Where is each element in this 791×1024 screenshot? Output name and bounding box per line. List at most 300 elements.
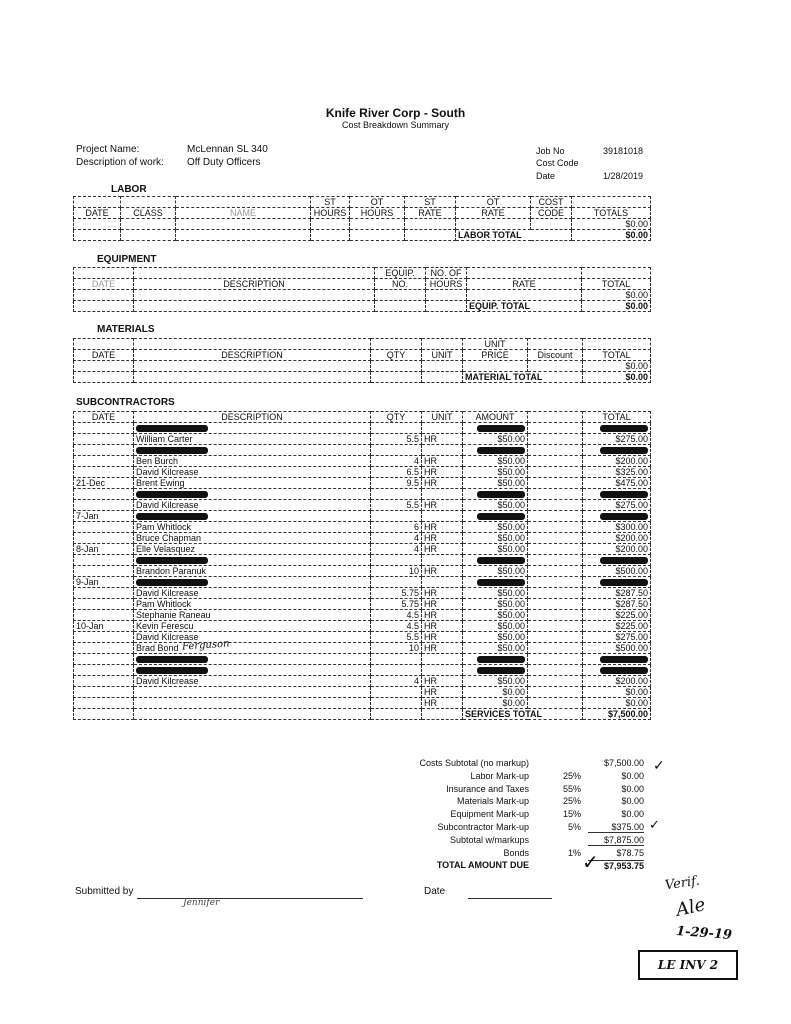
job-no-label: Job No <box>536 146 565 156</box>
sub-row-qty <box>371 511 422 522</box>
sub-row-qty: 4 <box>371 533 422 544</box>
sub-row-blank <box>528 687 583 698</box>
equip-header-total: TOTAL <box>582 279 651 290</box>
table-row <box>74 687 651 698</box>
sub-row-description: David Kilcrease <box>134 500 371 511</box>
doc-subtitle: Cost Breakdown Summary <box>341 120 450 130</box>
redaction-mark <box>600 491 648 498</box>
sub-row-blank <box>528 599 583 610</box>
sub-row-qty: 6.5 <box>371 467 422 478</box>
summary-value: $375.00 <box>588 822 644 833</box>
sub-header-date: DATE <box>74 412 134 423</box>
summary-percent: 1% <box>567 847 581 858</box>
sub-row-total <box>583 445 651 456</box>
sub-row-unit <box>422 577 463 588</box>
equip-total-label: EQUIP. TOTAL <box>467 301 582 312</box>
labor-header-cost-code: CODE <box>531 208 572 219</box>
table-row <box>74 544 651 555</box>
sub-row-total: $500.00 <box>583 643 651 654</box>
equip-header-rate: RATE <box>467 279 582 290</box>
redaction-mark <box>477 513 525 520</box>
sub-row-description: David Kilcrease <box>134 467 371 478</box>
summary-value: $0.00 <box>621 796 644 807</box>
labor-header-st-hours: HOURS <box>311 208 350 219</box>
sub-row-blank <box>528 621 583 632</box>
summary-percent: 25% <box>562 770 581 781</box>
redaction-mark <box>600 447 648 454</box>
redaction-mark <box>136 513 208 520</box>
sub-row-unit: HR <box>422 467 463 478</box>
labor-header-ot-rate: RATE <box>456 208 531 219</box>
redaction-mark <box>600 579 648 586</box>
sub-row-qty: 4 <box>371 456 422 467</box>
sub-row-amount: $50.00 <box>463 621 528 632</box>
sub-row-amount <box>463 555 528 566</box>
sub-row-unit: HR <box>422 434 463 445</box>
sub-row-amount <box>463 445 528 456</box>
summary-label: Materials Mark-up <box>456 796 529 807</box>
sub-row-amount: $50.00 <box>463 467 528 478</box>
summary-label: Costs Subtotal (no markup) <box>419 758 529 768</box>
sub-row-amount: $50.00 <box>463 522 528 533</box>
sub-row-description <box>134 665 371 676</box>
redaction-mark <box>136 667 208 674</box>
sub-row-unit <box>422 423 463 434</box>
summary-label: Equipment Mark-up <box>450 809 529 820</box>
sub-row-blank <box>528 698 583 709</box>
sub-row-total: $0.00 <box>583 687 651 698</box>
cost-code-label: Cost Code <box>536 158 579 168</box>
labor-total-value: $0.00 <box>572 230 651 241</box>
sub-row-blank <box>528 445 583 456</box>
sub-row-unit <box>422 665 463 676</box>
redaction-mark <box>477 557 525 564</box>
sub-row-blank <box>528 632 583 643</box>
sub-row-description <box>134 423 371 434</box>
sub-row-total: $475.00 <box>583 478 651 489</box>
sub-row-blank <box>528 489 583 500</box>
sub-row-unit: HR <box>422 478 463 489</box>
sub-row-date <box>74 588 134 599</box>
sub-row-total <box>583 423 651 434</box>
sub-row-unit: HR <box>422 643 463 654</box>
sub-row-unit: HR <box>422 698 463 709</box>
redaction-mark <box>136 557 208 564</box>
labor-header-date: DATE <box>74 208 121 219</box>
table-row <box>74 445 651 456</box>
sub-row-qty: 5.75 <box>371 588 422 599</box>
sub-row-amount: $50.00 <box>463 676 528 687</box>
sub-row-unit: HR <box>422 676 463 687</box>
handwritten-date: 1-29-19 <box>675 924 733 943</box>
submitted-by-line <box>137 898 363 899</box>
redaction-mark <box>600 557 648 564</box>
sub-row-unit: HR <box>422 610 463 621</box>
table-row <box>74 610 651 621</box>
sub-row-blank <box>528 478 583 489</box>
labor-table: ST OT ST OT COST DATE CLASS NAME HOURS HOURS RATE RATE CODE TOTALS $0.00 LABOR TOTAL $0.00 <box>73 196 651 241</box>
sub-row-unit <box>422 654 463 665</box>
sub-row-description <box>134 489 371 500</box>
initials-note: Ale <box>674 894 708 921</box>
redaction-mark <box>600 656 648 663</box>
sub-row-qty: 4.5 <box>371 621 422 632</box>
sub-row-total: $300.00 <box>583 522 651 533</box>
summary-label: Subtotal w/markups <box>449 834 529 845</box>
check-icon: ✓ <box>649 817 660 832</box>
sub-row-description <box>134 445 371 456</box>
subcontractors-title: SUBCONTRACTORS <box>76 397 175 408</box>
sub-row-blank <box>528 500 583 511</box>
table-row <box>74 423 651 434</box>
sub-row-date <box>74 599 134 610</box>
sub-row-blank <box>528 522 583 533</box>
table-row <box>74 533 651 544</box>
sub-row-date <box>74 566 134 577</box>
sub-row-total: $275.00 <box>583 434 651 445</box>
sub-header-description: DESCRIPTION <box>134 412 371 423</box>
sub-row-date <box>74 423 134 434</box>
sub-row-qty: 10 <box>371 566 422 577</box>
sub-row-qty: 5.5 <box>371 500 422 511</box>
sub-row-amount: $50.00 <box>463 500 528 511</box>
sub-row-unit: HR <box>422 456 463 467</box>
sub-row-date <box>74 533 134 544</box>
redaction-mark <box>136 447 208 454</box>
sub-row-unit: HR <box>422 588 463 599</box>
sub-row-qty: 9.5 <box>371 478 422 489</box>
sub-row-date <box>74 698 134 709</box>
sub-row-qty: 5.5 <box>371 434 422 445</box>
sub-row-total <box>583 555 651 566</box>
sub-row-amount <box>463 577 528 588</box>
sub-row-date <box>74 643 134 654</box>
sub-row-total <box>583 665 651 676</box>
redaction-mark <box>136 425 208 432</box>
redaction-mark <box>477 667 525 674</box>
sub-row-description <box>134 577 371 588</box>
table-row <box>74 599 651 610</box>
sub-row-qty <box>371 423 422 434</box>
summary-value: $7,875.00 <box>588 835 644 846</box>
sub-row-blank <box>528 533 583 544</box>
redaction-mark <box>136 579 208 586</box>
equip-header-description: DESCRIPTION <box>134 279 375 290</box>
table-row <box>74 698 651 709</box>
sub-row-unit <box>422 489 463 500</box>
sub-row-date <box>74 555 134 566</box>
sub-row-qty: 10 <box>371 643 422 654</box>
sub-row-total: $500.00 <box>583 566 651 577</box>
sub-row-blank <box>528 511 583 522</box>
table-row <box>74 511 651 522</box>
table-row <box>74 456 651 467</box>
verif-note: Verif. <box>664 873 701 894</box>
sub-row-description: David Kilcrease <box>134 588 371 599</box>
sub-row-total <box>583 654 651 665</box>
sub-row-unit: HR <box>422 500 463 511</box>
labor-header-class: CLASS <box>121 208 176 219</box>
sub-row-qty <box>371 698 422 709</box>
redaction-mark <box>136 656 208 663</box>
table-row <box>74 577 651 588</box>
sub-row-description: Stephanie Raneau <box>134 610 371 621</box>
sub-row-total <box>583 489 651 500</box>
redaction-mark <box>477 491 525 498</box>
sub-row-total: $287.50 <box>583 588 651 599</box>
check-icon: ✓ <box>653 757 665 773</box>
summary-percent: 55% <box>562 783 581 794</box>
sub-row-description <box>134 555 371 566</box>
sub-row-date <box>74 489 134 500</box>
sub-row-description: Ben Burch <box>134 456 371 467</box>
sub-row-date <box>74 434 134 445</box>
sub-row-date: 10-Jan <box>74 621 134 632</box>
sub-row-blank <box>528 654 583 665</box>
summary-value: $0.00 <box>621 783 644 794</box>
sub-row-unit: HR <box>422 687 463 698</box>
company-name: Knife River Corp - South <box>325 106 466 120</box>
sub-row-total: $200.00 <box>583 676 651 687</box>
table-row <box>74 489 651 500</box>
sub-row-blank <box>528 544 583 555</box>
sub-row-blank <box>528 566 583 577</box>
sub-row-description: Pam Whitlock <box>134 599 371 610</box>
sub-row-unit: HR <box>422 621 463 632</box>
description-label: Description of work: <box>76 157 164 168</box>
sub-row-amount: $50.00 <box>463 478 528 489</box>
sub-row-description <box>134 511 371 522</box>
sub-row-total: $0.00 <box>583 698 651 709</box>
sub-row-date <box>74 610 134 621</box>
summary-label: Labor Mark-up <box>470 770 529 781</box>
signer-name: Jennifer <box>183 898 220 908</box>
table-row <box>74 632 651 643</box>
sub-row-total: $225.00 <box>583 610 651 621</box>
invoice-box-note: LE INV 2 <box>638 950 738 980</box>
sub-row-description: William Carter <box>134 434 371 445</box>
sub-row-description: Brandon Paranuk <box>134 566 371 577</box>
sub-row-date: 7-Jan <box>74 511 134 522</box>
services-total-label: SERVICES TOTAL <box>463 709 583 720</box>
labor-header-st-rate: RATE <box>405 208 456 219</box>
sub-header-total: TOTAL <box>583 412 651 423</box>
sub-row-total: $200.00 <box>583 533 651 544</box>
summary-percent: 15% <box>562 809 581 820</box>
materials-title: MATERIALS <box>97 324 155 335</box>
mat-header-discount: Discount <box>528 350 583 361</box>
date-value: 1/28/2019 <box>603 171 644 181</box>
sub-row-amount: $50.00 <box>463 643 528 654</box>
sub-row-description <box>134 698 371 709</box>
sub-row-blank <box>528 456 583 467</box>
table-row <box>74 654 651 665</box>
sub-row-date <box>74 676 134 687</box>
sub-row-date: 9-Jan <box>74 577 134 588</box>
sub-row-total: $200.00 <box>583 456 651 467</box>
redaction-mark <box>600 667 648 674</box>
sub-row-amount <box>463 665 528 676</box>
footer-date-label: Date <box>424 886 446 897</box>
redaction-mark <box>600 513 648 520</box>
submitted-by-label: Submitted by <box>75 886 134 897</box>
equipment-table: EQUIP. NO. OF DATE DESCRIPTION NO. HOURS RATE TOTAL $0.00 EQUIP. TOTAL $0.00 <box>73 267 651 312</box>
sub-row-qty <box>371 665 422 676</box>
sub-row-amount <box>463 654 528 665</box>
project-name-value: McLennan SL 340 <box>187 144 268 155</box>
mat-header-description: DESCRIPTION <box>134 350 371 361</box>
sub-row-description: Kevin Ferescu <box>134 621 371 632</box>
labor-title: LABOR <box>111 184 147 195</box>
sub-row-total: $287.50 <box>583 599 651 610</box>
sub-row-total: $275.00 <box>583 500 651 511</box>
summary-label: TOTAL AMOUNT DUE <box>436 860 529 871</box>
summary-value: $7,500.00 <box>603 758 644 768</box>
sub-row-blank <box>528 588 583 599</box>
services-total-value: $7,500.00 <box>583 709 651 720</box>
sub-row-qty <box>371 489 422 500</box>
sub-row-description: Brad Bond <box>134 643 371 654</box>
sub-row-amount: $50.00 <box>463 632 528 643</box>
sub-row-unit <box>422 511 463 522</box>
labor-header-ot-hours: HOURS <box>350 208 405 219</box>
equip-header-no: NO. <box>375 279 426 290</box>
sub-row-date <box>74 445 134 456</box>
sub-row-blank <box>528 467 583 478</box>
sub-row-date: 21-Dec <box>74 478 134 489</box>
table-row <box>74 555 651 566</box>
sub-row-blank <box>528 610 583 621</box>
sub-row-blank <box>528 555 583 566</box>
sub-row-qty <box>371 445 422 456</box>
sub-row-blank <box>528 423 583 434</box>
sub-row-description: David Kilcrease <box>134 632 371 643</box>
redaction-mark <box>136 491 208 498</box>
sub-row-date <box>74 522 134 533</box>
ferguson-note: Ferguson <box>181 638 230 653</box>
sub-row-total: $325.00 <box>583 467 651 478</box>
project-name-label: Project Name: <box>76 144 140 155</box>
mat-header-total: TOTAL <box>583 350 651 361</box>
sub-row-amount: $50.00 <box>463 588 528 599</box>
sub-row-blank <box>528 643 583 654</box>
sub-row-date <box>74 654 134 665</box>
sub-row-description: Brent Ewing <box>134 478 371 489</box>
table-row <box>74 665 651 676</box>
mat-total-value: $0.00 <box>583 372 651 383</box>
sub-row-unit: HR <box>422 544 463 555</box>
sub-row-date <box>74 665 134 676</box>
sub-row-date: 8-Jan <box>74 544 134 555</box>
description-value: Off Duty Officers <box>187 157 261 168</box>
redaction-mark <box>477 656 525 663</box>
sub-row-qty: 4.5 <box>371 610 422 621</box>
redaction-mark <box>477 579 525 586</box>
sub-row-blank <box>528 676 583 687</box>
table-row <box>74 500 651 511</box>
subcontractors-table <box>73 411 651 720</box>
labor-header-name: NAME <box>176 208 311 219</box>
sub-row-qty: 4 <box>371 544 422 555</box>
sub-row-unit: HR <box>422 533 463 544</box>
sub-row-description: David Kilcrease <box>134 676 371 687</box>
sub-row-amount: $50.00 <box>463 610 528 621</box>
redaction-mark <box>477 447 525 454</box>
sub-row-amount: $0.00 <box>463 698 528 709</box>
table-row <box>74 643 651 654</box>
sub-row-qty: 6 <box>371 522 422 533</box>
sub-row-total: $275.00 <box>583 632 651 643</box>
footer-date-line <box>468 898 552 899</box>
sub-row-qty: 5.5 <box>371 632 422 643</box>
sub-row-unit <box>422 555 463 566</box>
summary-value: $78.75 <box>616 847 644 858</box>
table-row <box>74 676 651 687</box>
sub-row-qty: 4 <box>371 676 422 687</box>
summary-value: $0.00 <box>621 770 644 781</box>
sub-header-qty: QTY <box>371 412 422 423</box>
mat-total-label: MATERIAL TOTAL <box>463 372 583 383</box>
summary-percent: 25% <box>562 796 581 807</box>
equip-total-value: $0.00 <box>582 301 651 312</box>
sub-row-amount <box>463 423 528 434</box>
sub-row-total: $200.00 <box>583 544 651 555</box>
job-no-value: 39181018 <box>603 146 644 156</box>
summary-value: $0.00 <box>621 809 644 820</box>
date-label: Date <box>536 171 556 181</box>
sub-row-date <box>74 687 134 698</box>
mat-header-date: DATE <box>74 350 134 361</box>
redaction-mark <box>600 425 648 432</box>
sub-row-blank <box>528 665 583 676</box>
labor-header-totals: TOTALS <box>572 208 651 219</box>
mat-header-unit: UNIT <box>422 350 463 361</box>
sub-row-description <box>134 654 371 665</box>
table-row <box>74 478 651 489</box>
sub-header-unit: UNIT <box>422 412 463 423</box>
sub-row-total <box>583 511 651 522</box>
table-row <box>74 467 651 478</box>
table-row <box>74 522 651 533</box>
table-row <box>74 588 651 599</box>
sub-row-amount: $50.00 <box>463 456 528 467</box>
table-row <box>74 621 651 632</box>
summary-value: $7,953.75 <box>588 860 644 871</box>
sub-row-qty: 5.75 <box>371 599 422 610</box>
sub-header-amount: AMOUNT <box>463 412 528 423</box>
redaction-mark <box>477 425 525 432</box>
sub-row-amount: $50.00 <box>463 533 528 544</box>
sub-row-amount <box>463 511 528 522</box>
sub-row-unit <box>422 445 463 456</box>
sub-row-unit: HR <box>422 599 463 610</box>
sub-row-total: $225.00 <box>583 621 651 632</box>
sub-row-amount: $50.00 <box>463 434 528 445</box>
sub-row-qty <box>371 654 422 665</box>
sub-row-amount: $50.00 <box>463 566 528 577</box>
sub-row-date <box>74 500 134 511</box>
table-row <box>74 566 651 577</box>
sub-row-description: Bruce Chapman <box>134 533 371 544</box>
equip-header-date: DATE <box>74 279 134 290</box>
materials-table: UNIT DATE DESCRIPTION QTY UNIT PRICE Discount TOTAL $0.00 MATERIAL TOTAL $0.00 <box>73 338 651 383</box>
sub-row-description: Pam Whitlock <box>134 522 371 533</box>
sub-row-blank <box>528 434 583 445</box>
summary-label: Insurance and Taxes <box>446 783 529 794</box>
sub-row-description <box>134 687 371 698</box>
mat-header-price: PRICE <box>463 350 528 361</box>
summary-label: Subcontractor Mark-up <box>437 822 529 832</box>
